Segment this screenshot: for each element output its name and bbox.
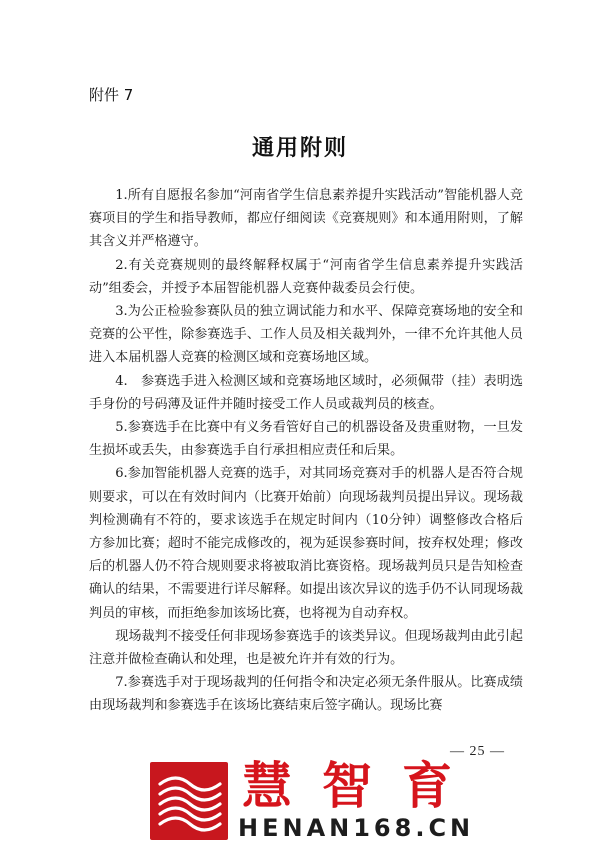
paragraph-2: 2.有关竞赛规则的最终解释权属于“河南省学生信息素养提升实践活动”组委会，并授予本届智能机器人竞赛仲裁委员会行使。 <box>89 257 523 296</box>
paragraph-5: 5.参赛选手在比赛中有义务看管好自己的机器设备及贵重财物，一旦发生损坏或丢失，由参赛选手自行承担相应责任和后果。 <box>89 420 523 459</box>
attachment-label: 附件 7 <box>89 86 134 104</box>
watermark <box>150 758 570 846</box>
paragraph-7: 7.参赛选手对于现场裁判的任何指令和决定必须无条件服从。比赛成绩由现场裁判和参赛选手在该场比赛结束后签字确认。现场比赛 <box>89 675 523 714</box>
brand-url: HENAN168.CN <box>238 814 475 842</box>
brand-logo-icon <box>150 762 228 840</box>
page-number: — 25 — <box>450 744 505 759</box>
paragraph-6: 6.参加智能机器人竞赛的选手，对其同场竞赛对手的机器人是否符合规则要求，可以在有效时间内（比赛开始前）向现场裁判员提出异议。现场裁判检测确有不符的，要求该选手在规定时间内（10分钟）调整修改合格后方参加比赛；超时不能完成修改的，视为延误参赛时间，按弃权处理；修改后的机器人仍不符合规则要求将被取消比赛资格。现场裁判员只是告知检查确认的结果，不需要进行详尽解释。如提出该次异议的选手仍不认同现场裁判员的审核，而拒绝参加该场比赛，也将视为自动弃权。 <box>89 466 523 621</box>
paragraph-6-note: 现场裁判不接受任何非现场参赛选手的该类异议。但现场裁判由此引起注意并做检查确认和处理，也是被允许并有效的行为。 <box>89 628 523 668</box>
paragraph-1: 1.所有自愿报名参加“河南省学生信息素养提升实践活动”智能机器人竞赛项目的学生和指导教师，都应仔细阅读《竞赛规则》和本通用附则，了解其含义并严格遵守。 <box>89 188 523 250</box>
document-body <box>89 184 523 718</box>
page-title: 通用附则 <box>251 136 348 161</box>
paragraph-4: 4. 参赛选手进入检测区域和竞赛场地区域时，必须佩带（挂）表明选手身份的号码薄及证件并随时接受工作人员或裁判员的核查。 <box>89 373 523 412</box>
brand-name: 慧智育 <box>242 757 482 815</box>
paragraph-3: 3.为公正检验参赛队员的独立调试能力和水平、保障竞赛场地的安全和竞赛的公平性，除参赛选手、工作人员及相关裁判外，一律不允许其他人员进入本届机器人竞赛的检测区域和竞赛场地区域。 <box>89 304 523 366</box>
